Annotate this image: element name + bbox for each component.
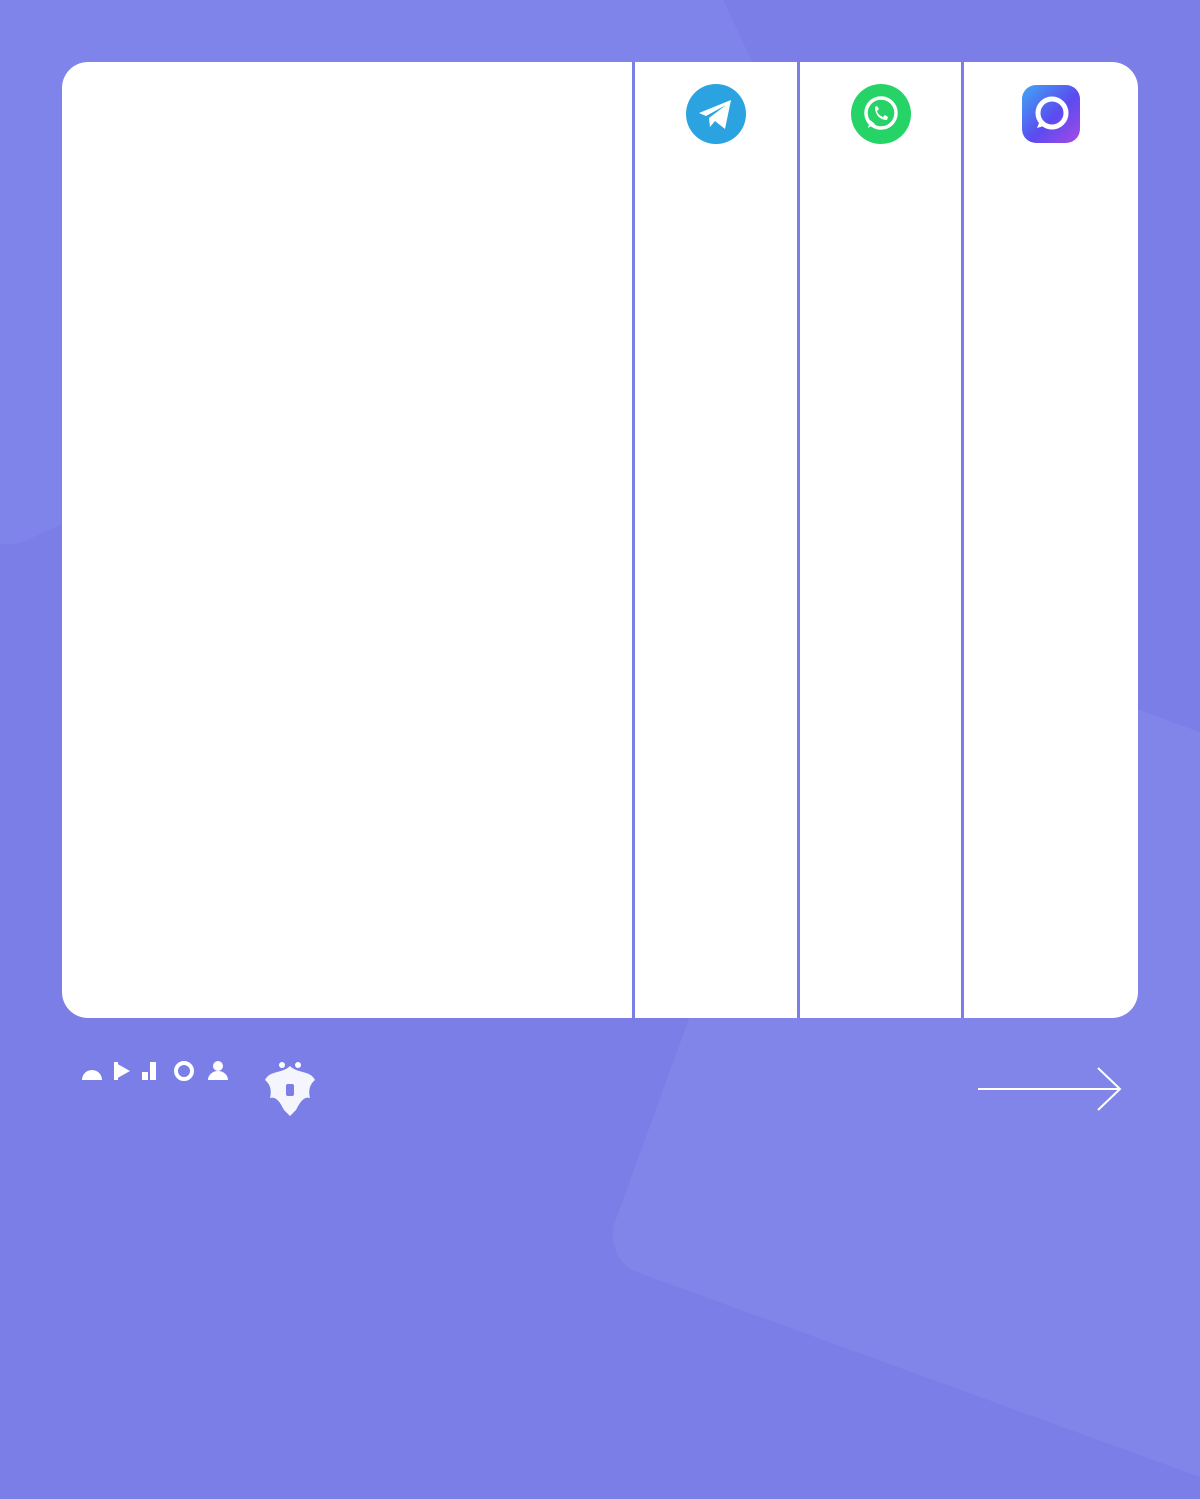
coat-of-arms-icon (262, 1060, 318, 1120)
column-divider (632, 62, 635, 1018)
app-column-whatsapp (800, 62, 962, 166)
column-divider (961, 62, 964, 1018)
logo-shapes (80, 1060, 228, 1082)
telegram-icon (686, 84, 746, 144)
whatsapp-icon (851, 84, 911, 144)
permissions-table (62, 62, 1138, 1018)
app-column-max (964, 62, 1138, 166)
app-column-telegram (634, 62, 798, 166)
table-header-row (62, 62, 1138, 166)
next-arrow-icon[interactable] (976, 1064, 1124, 1114)
max-messenger-icon (1021, 84, 1081, 144)
column-divider (797, 62, 800, 1018)
nupti-logo (80, 1060, 228, 1084)
